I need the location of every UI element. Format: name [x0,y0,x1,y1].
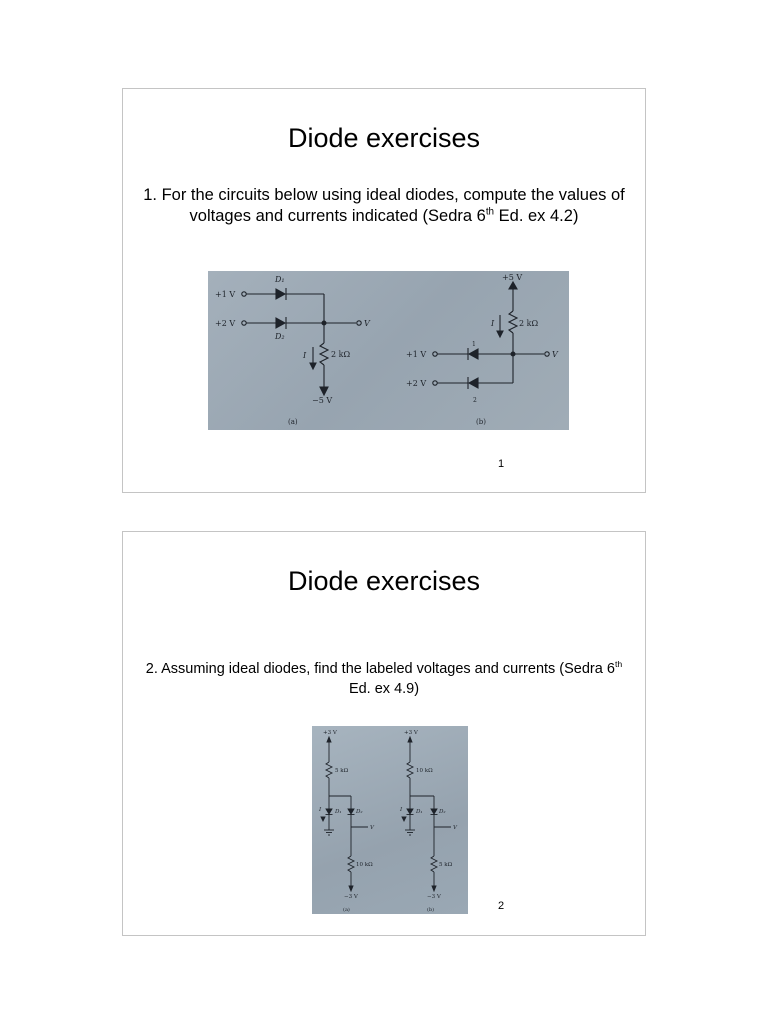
label-d2-a: D₂ [356,809,363,815]
label-d1-b: D₁ [416,809,423,815]
label-d1-a: D₁ [275,275,285,284]
label-current-a: I [303,351,307,360]
circuit-figure-1 [208,271,569,430]
label-supply-a: −5 V [312,396,333,405]
label-r1-a: 5 kΩ [335,768,349,774]
label-out-a: V [364,319,370,328]
label-current-a: I [319,807,322,813]
label-r2-b: 5 kΩ [439,862,453,868]
label-r2-a: 10 kΩ [356,862,373,868]
label-supply-a: +3 V [323,730,337,736]
circuit-diagram [208,271,569,430]
label-v2-b: +2 V [406,379,427,388]
label-d1-a: D₁ [335,809,342,815]
circuit-figure-2 [312,726,468,914]
label-out-b: V [453,825,457,831]
caption-a: (a) [343,907,350,913]
label-v2-a: +2 V [215,319,236,328]
label-neg-a: −3 V [344,894,358,900]
label-out-a: V [370,825,374,831]
label-resistor-b: 2 kΩ [519,319,539,328]
label-v1-b: +1 V [406,350,427,359]
slide-2 [122,531,646,936]
label-current-b: I [400,807,403,813]
slide-title: Diode exercises [287,566,481,596]
label-d2-b: 2 [473,397,477,404]
label-d1-b: 1 [472,341,476,348]
label-d2-b: D₂ [439,809,446,815]
label-d2-a: D₂ [275,332,285,341]
label-neg-b: −3 V [427,894,441,900]
label-supply-b: +3 V [404,730,418,736]
caption-b: (b) [476,418,486,426]
label-supply-b: +5 V [502,273,523,282]
page-number: 2 [498,900,505,912]
page-number: 1 [498,458,505,470]
circuit-diagram [312,726,468,914]
caption-a: (a) [288,418,298,426]
slide-1 [122,88,646,493]
label-r1-b: 10 kΩ [416,768,433,774]
label-resistor-a: 2 kΩ [331,350,351,359]
label-v1-a: +1 V [215,290,236,299]
label-current-b: I [491,319,495,328]
slide-title: Diode exercises [287,123,481,153]
exercise-2-text: 2. Assuming ideal diodes, find the labeled voltages and currents (Sedra 6th Ed. ex 4.9) [145,659,623,697]
exercise-1-text: 1. For the circuits below using ideal diodes, compute the values of voltages and currents indicated (Sedra 6th Ed. ex 4.2) [143,186,625,225]
label-out-b: V [552,350,558,359]
caption-b: (b) [427,907,435,913]
